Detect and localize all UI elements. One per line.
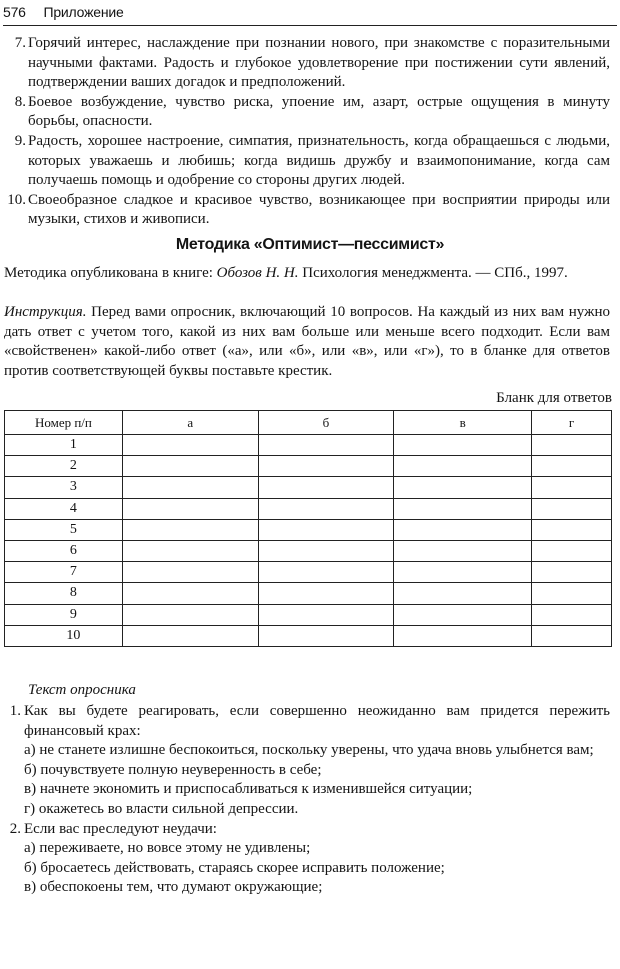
answer-cell[interactable]: [394, 456, 532, 477]
answer-cell[interactable]: [122, 456, 258, 477]
answer-cell[interactable]: [394, 604, 532, 625]
answer-cell[interactable]: [532, 498, 612, 519]
answer-option: а) переживаете, но вовсе этому не удивлены;: [24, 840, 311, 857]
header-cell-g: г: [532, 411, 612, 435]
emotion-list: [4, 34, 610, 230]
answer-cell[interactable]: [394, 625, 532, 646]
answer-form-title: Бланк для ответов: [496, 390, 612, 406]
questionnaire-heading: Текст опросника: [28, 682, 136, 698]
row-number: 3: [5, 477, 123, 498]
item-text: Боевое возбуждение, чувство риска, упоение им, азарт, острые ощущения в минуту борьбы, опасности.: [28, 93, 610, 130]
answer-cell[interactable]: [258, 604, 394, 625]
answer-cell[interactable]: [394, 519, 532, 540]
list-item: [4, 191, 610, 230]
answer-cell[interactable]: [258, 477, 394, 498]
question: [4, 820, 610, 840]
table-row: [5, 456, 612, 477]
answer-cell[interactable]: [258, 498, 394, 519]
row-number: 1: [5, 435, 123, 456]
answer-cell[interactable]: [122, 477, 258, 498]
page-number: 576: [3, 4, 26, 20]
list-item: [4, 132, 610, 191]
answer-cell[interactable]: [122, 540, 258, 561]
row-number: 9: [5, 604, 123, 625]
question-number: 1.: [9, 703, 21, 719]
questionnaire-list: [4, 702, 610, 898]
method-title: Методика «Оптимист—пессимист»: [175, 236, 445, 253]
source-rest: Психология менеджмента. — СПб., 1997.: [298, 265, 568, 281]
header-rule: [3, 25, 617, 26]
row-number: 2: [5, 456, 123, 477]
answer-cell[interactable]: [258, 583, 394, 604]
item-text: Своеобразное сладкое и красивое чувство, возникающее при восприятии природы или музыки, стихов и живописи.: [28, 191, 610, 228]
answer-cell[interactable]: [122, 519, 258, 540]
answer-cell[interactable]: [394, 583, 532, 604]
item-number: 9.: [14, 132, 26, 149]
list-item: [4, 34, 610, 93]
item-number: 8.: [14, 93, 26, 110]
instruction-text: Перед вами опросник, включающий 10 вопросов. На каждый из них вам нужно дать ответ с учетом того, какой из них вам больше или меньше всего подходит. Если вам «свойственен» какой-либо ответ («а», или «б», или «в», или «г»), то в бланке для ответов против соответствующей буквы поставьте крестик.: [4, 304, 610, 379]
row-number: 4: [5, 498, 123, 519]
answer-option: б) бросаетесь действовать, стараясь скорее исправить положение;: [24, 859, 445, 876]
answer-option: а) не станете излишне беспокоиться, поскольку уверены, что удача вновь улыбнется вам;: [24, 742, 594, 759]
section-title: Приложение: [43, 4, 124, 20]
item-number: 10.: [7, 191, 26, 208]
answer-cell[interactable]: [258, 625, 394, 646]
answer-cell[interactable]: [532, 456, 612, 477]
answer-cell[interactable]: [394, 540, 532, 561]
answer-cell[interactable]: [258, 540, 394, 561]
answer-option: г) окажетесь во власти сильной депрессии.: [24, 800, 299, 817]
answer-cell[interactable]: [122, 604, 258, 625]
table-row: [5, 540, 612, 561]
item-text: Горячий интерес, наслаждение при познании нового, при знакомстве с поразительными научными фактами. Радость и глубокое удовлетворение при постижении сути явлений, подтверждении ваших догадок и предположений.: [28, 35, 610, 91]
answer-cell[interactable]: [532, 477, 612, 498]
answer-cell[interactable]: [532, 604, 612, 625]
answer-cell[interactable]: [258, 456, 394, 477]
answer-cell[interactable]: [122, 625, 258, 646]
table-header-row: [5, 411, 612, 435]
source-author: Обозов Н. Н.: [216, 265, 299, 281]
answer-cell[interactable]: [532, 583, 612, 604]
table-row: [5, 625, 612, 646]
table-row: [5, 435, 612, 456]
answer-cell[interactable]: [532, 540, 612, 561]
running-header: [3, 4, 124, 20]
table-row: [5, 498, 612, 519]
row-number: 5: [5, 519, 123, 540]
answer-cell[interactable]: [258, 519, 394, 540]
question-text: Если вас преследуют неудачи:: [24, 820, 217, 837]
question-text: Как вы будете реагировать, если совершенно неожиданно вам придется пережить финансовый крах:: [24, 703, 610, 739]
header-cell-number: Номер п/п: [5, 411, 123, 435]
answer-cell[interactable]: [258, 562, 394, 583]
item-text: Радость, хорошее настроение, симпатия, признательность, когда обращаешься с людьми, которых уважаешь и любишь; когда видишь дружбу и взаимопонимание, когда сам получаешь помощь и одобрение со стороны других людей.: [28, 132, 610, 189]
answer-cell[interactable]: [532, 625, 612, 646]
source-paragraph: [4, 264, 610, 284]
table-row: [5, 583, 612, 604]
answer-cell[interactable]: [532, 435, 612, 456]
answer-cell[interactable]: [122, 562, 258, 583]
row-number: 10: [5, 625, 123, 646]
row-number: 8: [5, 583, 123, 604]
header-cell-v: в: [394, 411, 532, 435]
answer-cell[interactable]: [532, 519, 612, 540]
source-prefix: Методика опубликована в книге:: [4, 265, 217, 281]
answer-option: в) начнете экономить и приспосабливаться к изменившейся ситуации;: [24, 781, 473, 798]
answer-form-table: [4, 410, 612, 647]
question-number: 2.: [9, 820, 21, 837]
answer-cell[interactable]: [258, 435, 394, 456]
answer-cell[interactable]: [532, 562, 612, 583]
answer-cell[interactable]: [394, 435, 532, 456]
header-cell-b: б: [258, 411, 394, 435]
answer-option: б) почувствуете полную неуверенность в себе;: [24, 761, 322, 778]
table-row: [5, 562, 612, 583]
table-row: [5, 604, 612, 625]
list-item: [4, 93, 610, 132]
answer-cell[interactable]: [122, 435, 258, 456]
answer-cell[interactable]: [394, 562, 532, 583]
row-number: 6: [5, 540, 123, 561]
answer-cell[interactable]: [394, 477, 532, 498]
instruction-label: Инструкция.: [4, 304, 87, 320]
answer-cell[interactable]: [122, 498, 258, 519]
header-cell-a: а: [122, 411, 258, 435]
answer-cell[interactable]: [122, 583, 258, 604]
table-row: [5, 477, 612, 498]
answer-cell[interactable]: [394, 498, 532, 519]
question: [4, 702, 610, 741]
instruction-paragraph: [4, 303, 610, 381]
row-number: 7: [5, 562, 123, 583]
table-row: [5, 519, 612, 540]
answer-option: в) обеспокоены тем, что думают окружающие;: [24, 879, 323, 896]
item-number: 7.: [14, 35, 26, 51]
